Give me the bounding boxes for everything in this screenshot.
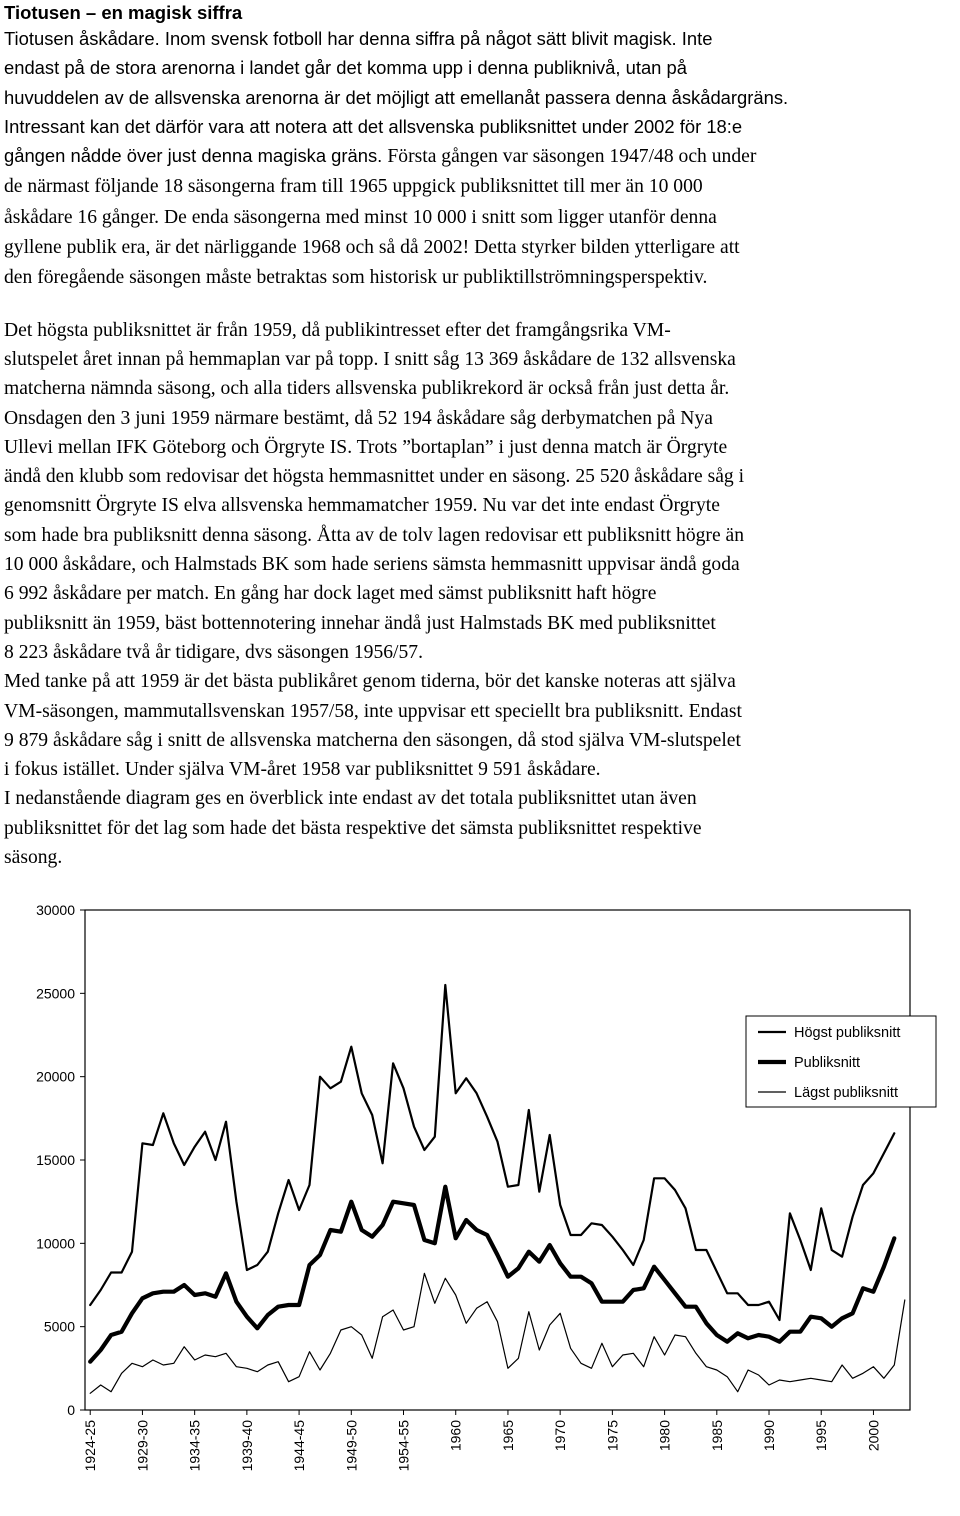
attendance-chart bbox=[0, 880, 960, 1511]
paragraph-1-line bbox=[4, 171, 956, 201]
x-tick-label: 1960 bbox=[447, 1420, 464, 1452]
paragraph-2-line: genomsnitt Örgryte IS elva allsvenska hemmamatcher 1959. Nu var det inte endast Örgryte bbox=[4, 495, 720, 517]
paragraph-2-line: Onsdagen den 3 juni 1959 närmare bestämt, då 52 194 åskådare såg derbymatchen på Nya bbox=[4, 407, 713, 429]
paragraph-2-line: matcherna nämnda säsong, och alla tiders allsvenska publikrekord är också från just detta år. bbox=[4, 378, 730, 400]
paragraph-2-line: säsong. bbox=[4, 847, 63, 869]
paragraph-1-line bbox=[4, 24, 956, 53]
document bbox=[4, 0, 956, 872]
paragraph-2-line: 10 000 åskådare, och Halmstads BK som hade seriens sämsta hemmasnitt uppvisar ändå goda bbox=[4, 554, 740, 576]
paragraph-1-text: de närmast följande 18 säsongerna fram till 1965 uppgick publiksnittet till mer än 10 000 bbox=[4, 176, 703, 198]
paragraph-2-line: som hade bra publiksnitt denna säsong. Åtta av de tolv lagen redovisar ett publiksnitt högre än bbox=[4, 524, 745, 546]
x-tick-label: 2000 bbox=[865, 1420, 882, 1452]
y-tick-label: 20000 bbox=[36, 1068, 75, 1085]
legend-label: Publiksnitt bbox=[794, 1055, 861, 1071]
paragraph-1-text: Intressant kan det därför vara att notera att det allsvenska publiksnittet under 2002 för 18:e bbox=[4, 115, 743, 137]
paragraph-1 bbox=[4, 24, 956, 293]
paragraph-1-line bbox=[4, 232, 956, 262]
paragraph-2-line: Ullevi mellan IFK Göteborg och Örgryte IS. Trots ”bortaplan” i just denna match är Örgryte bbox=[4, 436, 728, 458]
heading: Tiotusen – en magisk siffra bbox=[4, 2, 243, 23]
paragraph-2-line: Med tanke på att 1959 är det bästa publikåret genom tiderna, bör det kanske noteras att själva bbox=[4, 671, 736, 693]
paragraph-2-line: publiksnittet för det lag som hade det bästa respektive det sämsta publiksnittet respektive bbox=[4, 817, 702, 839]
x-tick-label: 1965 bbox=[499, 1420, 516, 1452]
x-tick-label: 1924-25 bbox=[82, 1420, 99, 1472]
series-line bbox=[90, 1187, 894, 1362]
x-tick-label: 1985 bbox=[708, 1420, 725, 1452]
paragraph-1-line bbox=[4, 262, 956, 292]
paragraph-2-line: 6 992 åskådare per match. En gång har dock laget med sämst publiksnitt haft högre bbox=[4, 583, 657, 605]
x-tick-label: 1939-40 bbox=[238, 1420, 255, 1472]
legend-label: Lägst publiksnitt bbox=[794, 1085, 898, 1101]
x-tick-label: 1980 bbox=[656, 1420, 673, 1452]
paragraph-2-line: VM-säsongen, mammutallsvenskan 1957/58, inte uppvisar ett speciellt bra publiksnitt. Endast bbox=[4, 700, 742, 722]
paragraph-1-text: gången nådde över just denna magiska gräns. bbox=[4, 145, 388, 167]
paragraph-2-line: publiksnitt än 1959, bäst bottennotering innehar ändå just Halmstads BK med publiksnittet bbox=[4, 612, 716, 634]
x-tick-label: 1944-45 bbox=[291, 1420, 308, 1472]
paragraph-1-line bbox=[4, 53, 956, 82]
legend-label: Högst publiksnitt bbox=[794, 1025, 901, 1041]
paragraph-2 bbox=[4, 316, 956, 873]
x-tick-label: 1990 bbox=[761, 1420, 778, 1452]
x-tick-label: 1954-55 bbox=[395, 1420, 412, 1472]
paragraph-2-line: Det högsta publiksnittet är från 1959, då publikintresset efter det framgångsrika VM- bbox=[4, 319, 671, 341]
paragraph-1-text: Tiotusen åskådare. Inom svensk fotboll har denna siffra på något sätt blivit magisk. Inte bbox=[4, 28, 713, 49]
paragraph-2-line: 9 879 åskådare såg i snitt de allsvenska matcherna den säsongen, då stod själva VM-slutspelet bbox=[4, 729, 741, 751]
x-tick-label: 1975 bbox=[604, 1420, 621, 1452]
paragraph-1-line bbox=[4, 83, 956, 112]
paragraph-2-line: i fokus istället. Under själva VM-året 1958 var publiksnittet 9 591 åskådare. bbox=[4, 759, 601, 781]
paragraph-1-line bbox=[4, 112, 956, 141]
paragraph-1-text: den föregående säsongen måste betraktas som historisk ur publiktillströmningsperspektiv. bbox=[4, 267, 708, 289]
paragraph-1-text: åskådare 16 gånger. De enda säsongerna med minst 10 000 i snitt som ligger utanför denna bbox=[4, 206, 717, 228]
x-tick-label: 1949-50 bbox=[343, 1420, 360, 1472]
paragraph-2-line: slutspelet året innan på hemmaplan var på topp. I snitt såg 13 369 åskådare de 132 allsvenska bbox=[4, 348, 736, 370]
x-tick-label: 1929-30 bbox=[134, 1420, 151, 1472]
paragraph-1-text: Första gången var säsongen 1947/48 och under bbox=[387, 146, 757, 168]
x-tick-label: 1995 bbox=[813, 1420, 830, 1452]
y-tick-label: 30000 bbox=[36, 902, 75, 918]
y-tick-label: 15000 bbox=[36, 1152, 75, 1168]
y-tick-label: 5000 bbox=[43, 1318, 75, 1335]
x-tick-label: 1970 bbox=[552, 1420, 569, 1452]
paragraph-1-text: endast på de stora arenorna i landet går det komma upp i denna publiknivå, utan på bbox=[4, 57, 687, 79]
paragraph-1-text: gyllene publik era, är det närliggande 1968 och så då 2002! Detta styrker bilden ytterligare att bbox=[4, 237, 740, 259]
chart-svg bbox=[0, 880, 960, 1511]
paragraph-1-text: huvuddelen av de allsvenska arenorna är det möjligt att emellanåt passera denna åskådargräns. bbox=[4, 86, 789, 108]
x-tick-label: 1934-35 bbox=[186, 1420, 203, 1472]
paragraph-2-line: I nedanstående diagram ges en överblick inte endast av det totala publiksnittet utan även bbox=[4, 788, 697, 810]
paragraph-2-line: ändå den klubb som redovisar det högsta hemmasnittet under en säsong. 25 520 åskådare såg i bbox=[4, 466, 745, 488]
paragraph-2-line: 8 223 åskådare två år tidigare, dvs säsongen 1956/57. bbox=[4, 641, 423, 663]
y-tick-label: 0 bbox=[67, 1402, 75, 1418]
y-tick-label: 25000 bbox=[36, 985, 75, 1002]
y-tick-label: 10000 bbox=[36, 1235, 75, 1252]
paragraph-1-line bbox=[4, 202, 956, 232]
paragraph-1-line bbox=[4, 141, 956, 171]
